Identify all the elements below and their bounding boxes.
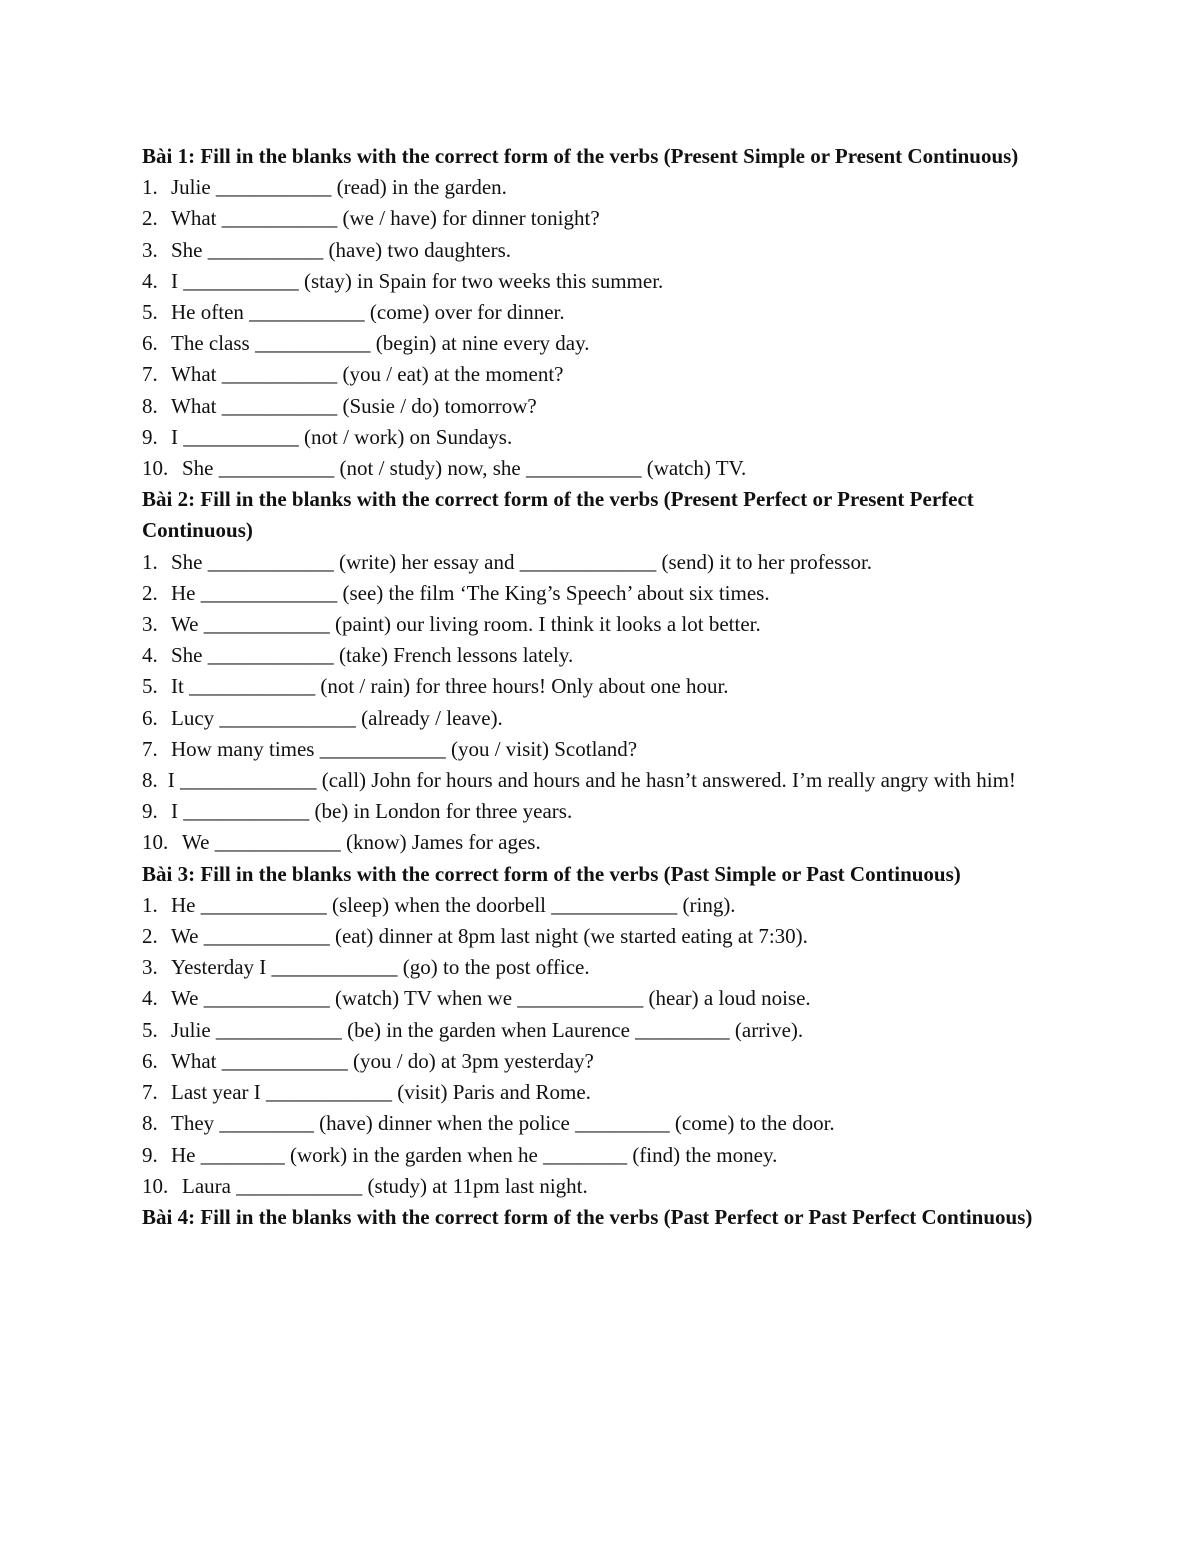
exercise-item [142,609,1062,640]
item-number: 3. [142,612,158,637]
item-number: 6. [142,331,158,356]
item-text: We ____________ (paint) our living room. I think it looks a lot better. [171,612,761,637]
item-number: 6. [142,705,158,730]
item-text: Yesterday I ____________ (go) to the post office. [171,955,590,980]
item-text: They _________ (have) dinner when the police _________ (come) to the door. [171,1111,835,1136]
item-number: 2. [142,924,158,949]
item-text: I ___________ (not / work) on Sundays. [171,424,513,449]
item-text: What ___________ (Susie / do) tomorrow? [171,393,537,418]
exercise-heading-3: Bài 3: Fill in the blanks with the correct form of the verbs (Past Simple or Past Continuous) [142,861,961,886]
exercise-item [142,172,1062,203]
exercise-heading-4: Bài 4: Fill in the blanks with the correct form of the verbs (Past Perfect or Past Perfect Continuous) [142,1204,1033,1229]
item-number: 8. [142,768,158,793]
exercise-item [142,359,1062,390]
item-text: What ____________ (you / do) at 3pm yesterday? [171,1048,594,1073]
exercise-item [142,1046,1062,1077]
exercise-item [142,1015,1062,1046]
item-text: He _____________ (see) the film ‘The King’s Speech’ about six times. [171,580,770,605]
exercise-item [142,765,1062,796]
item-text: She ____________ (write) her essay and _____________ (send) it to her professor. [171,549,873,574]
exercise-item [142,640,1062,671]
item-text: I ____________ (be) in London for three years. [171,799,573,824]
item-number: 9. [142,799,158,824]
item-text: We ____________ (eat) dinner at 8pm last night (we started eating at 7:30). [171,924,808,949]
item-number: 5. [142,674,158,699]
exercise-item [142,671,1062,702]
item-number: 8. [142,1111,158,1136]
exercise-item [142,734,1062,765]
item-text: She ___________ (not / study) now, she ___________ (watch) TV. [182,456,747,481]
exercise-item [142,921,1062,952]
item-text: How many times ____________ (you / visit) Scotland? [171,736,638,761]
exercise-item [142,1077,1062,1108]
exercise-item [142,235,1062,266]
item-number: 10. [142,1173,169,1198]
exercise-item [142,391,1062,422]
exercise-item [142,328,1062,359]
item-number: 7. [142,736,158,761]
item-text: He ____________ (sleep) when the doorbell ____________ (ring). [171,892,736,917]
item-text: We ____________ (know) James for ages. [182,830,541,855]
item-text: She ____________ (take) French lessons lately. [171,643,574,668]
item-number: 5. [142,300,158,325]
exercise-item [142,578,1062,609]
item-number: 1. [142,175,158,200]
item-text: He ________ (work) in the garden when he ________ (find) the money. [171,1142,778,1167]
item-number: 10. [142,456,169,481]
item-number: 2. [142,580,158,605]
exercise-item [142,1140,1062,1171]
exercise-item [142,203,1062,234]
exercise-heading-2: Bài 2: Fill in the blanks with the correct form of the verbs (Present Perfect or Present Perfect Continuous) [142,487,974,543]
item-text: He often ___________ (come) over for dinner. [171,300,565,325]
exercise-item [142,1108,1062,1139]
item-text: It ____________ (not / rain) for three hours! Only about one hour. [171,674,729,699]
item-text: Laura ____________ (study) at 11pm last night. [182,1173,588,1198]
item-number: 3. [142,955,158,980]
item-number: 10. [142,830,169,855]
item-text: I ___________ (stay) in Spain for two weeks this summer. [171,268,664,293]
item-text: We ____________ (watch) TV when we ____________ (hear) a loud noise. [171,986,811,1011]
exercise-item [142,453,1062,484]
item-text: What ___________ (you / eat) at the moment? [171,362,564,387]
exercise-item [142,796,1062,827]
item-number: 1. [142,549,158,574]
exercise-content [142,141,1062,1233]
exercise-item [142,827,1062,858]
item-text: Julie ____________ (be) in the garden when Laurence _________ (arrive). [171,1017,804,1042]
item-text: Last year I ____________ (visit) Paris and Rome. [171,1080,591,1105]
exercise-item [142,297,1062,328]
item-text: I _____________ (call) John for hours and hours and he hasn’t answered. I’m really angry with him! [167,768,1016,793]
exercise-item [142,703,1062,734]
exercise-item [142,952,1062,983]
item-number: 6. [142,1048,158,1073]
item-number: 9. [142,424,158,449]
item-number: 5. [142,1017,158,1042]
item-text: Julie ___________ (read) in the garden. [171,175,507,200]
item-number: 7. [142,362,158,387]
item-number: 3. [142,237,158,262]
item-number: 4. [142,268,158,293]
exercise-item [142,1171,1062,1202]
item-number: 7. [142,1080,158,1105]
item-number: 4. [142,986,158,1011]
exercise-item [142,547,1062,578]
exercise-item [142,890,1062,921]
exercise-item [142,983,1062,1014]
item-text: The class ___________ (begin) at nine every day. [171,331,590,356]
item-text: She ___________ (have) two daughters. [171,237,512,262]
item-text: Lucy _____________ (already / leave). [171,705,503,730]
item-number: 9. [142,1142,158,1167]
exercise-heading-1: Bài 1: Fill in the blanks with the correct form of the verbs (Present Simple or Present Continuous) [142,144,1019,168]
exercise-item [142,422,1062,453]
item-number: 1. [142,892,158,917]
exercise-item [142,266,1062,297]
item-number: 2. [142,206,158,231]
item-number: 4. [142,643,158,668]
item-number: 8. [142,393,158,418]
item-text: What ___________ (we / have) for dinner tonight? [171,206,600,231]
